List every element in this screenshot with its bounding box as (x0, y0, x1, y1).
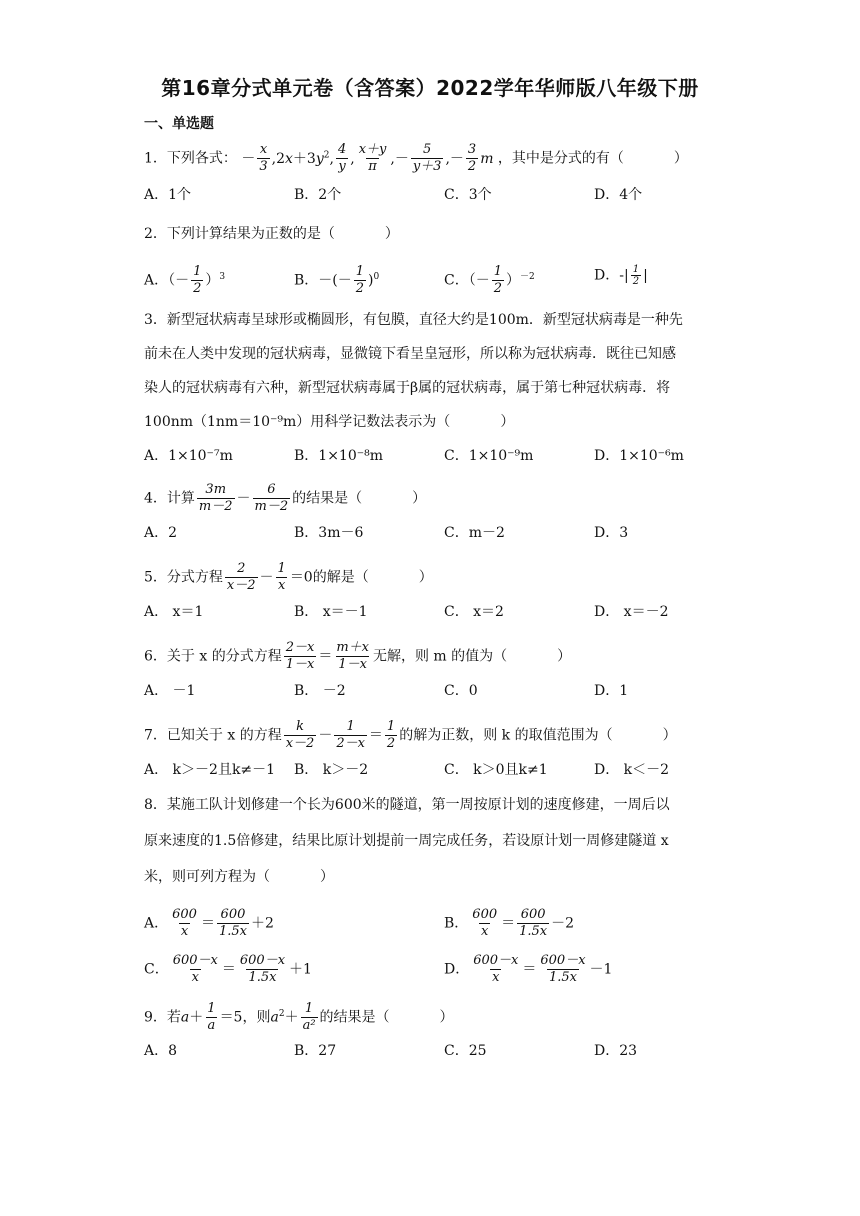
question-2: 2．下列计算结果为正数的是（ ） (144, 226, 399, 242)
q9-option-b[interactable]: B．27 (294, 1043, 337, 1059)
question-8-line-1: 8．某施工队计划修建一个长为600米的隧道，第一周按原计划的速度修建，一周后以 (144, 797, 670, 813)
section-heading: 一、单选题 (144, 116, 214, 132)
q2-option-d[interactable]: D．-| $\frac{1}{2}$ | (594, 264, 648, 287)
page-title: 第16章分式单元卷（含答案）2022学年华师版八年级下册 (161, 76, 699, 100)
q7-option-c[interactable]: C． k＞0且k≠1 (444, 762, 548, 778)
question-8-line-2: 原来速度的1.5倍修建，结果比原计划提前一周完成任务，若设原计划一周修建隧道 x (144, 833, 669, 849)
q9-option-c[interactable]: C．25 (444, 1043, 487, 1059)
q2-option-b[interactable]: B．－(－ $\frac{1}{2}$ )$^0$ (294, 264, 380, 296)
question-3-line-2: 前未在人类中发现的冠状病毒，显微镜下看呈皇冠形，所以称为冠状病毒．既往已知感 (144, 346, 676, 362)
expression-list: － $\frac{x}{3}$ $,2x+3y^2$, $\frac{4}{y}$ , $\frac{x+y}{\pi}$ ,－ $\frac{5}{y+3}$ ,－ $\frac{3}{2}$ m (241, 142, 494, 174)
q4-option-a[interactable]: A．2 (144, 525, 178, 541)
q5-option-b[interactable]: B． x＝－1 (294, 604, 368, 620)
q8-option-c[interactable]: C． $\frac{600-x}{x}$ ＝ $\frac{600-x}{1.5x}$ ＋1 (144, 953, 312, 985)
q8-option-d[interactable]: D． $\frac{600-x}{x}$ ＝ $\frac{600-x}{1.5x}$ －1 (444, 953, 613, 985)
q9-option-a[interactable]: A．8 (144, 1043, 178, 1059)
q1-option-b[interactable]: B．2个 (294, 187, 342, 203)
q1-option-d[interactable]: D．4个 (594, 187, 643, 203)
q6-option-a[interactable]: A． －1 (144, 683, 196, 699)
question-3-line-3: 染人的冠状病毒有六种，新型冠状病毒属于β属的冠状病毒，属于第七种冠状病毒．将 (144, 380, 671, 396)
q6-option-d[interactable]: D．1 (594, 683, 629, 699)
q4-option-b[interactable]: B．3m－6 (294, 525, 364, 541)
question-9: 9．若a＋ $\frac{1}{a}$ ＝5，则$a^2+$ $\frac{1}{\text{a²}}$ 的结果是（ ） (144, 1001, 454, 1033)
q3-option-a[interactable]: A．1×10⁻⁷m (144, 448, 233, 464)
q5-option-a[interactable]: A． x＝1 (144, 604, 204, 620)
question-4: 4．计算 $\frac{3m}{m-2}$ － $\frac{6}{m-2}$ 的结果是（ ） (144, 482, 427, 514)
q9-option-d[interactable]: D．23 (594, 1043, 638, 1059)
q1-option-c[interactable]: C．3个 (444, 187, 492, 203)
q7-option-b[interactable]: B． k＞－2 (294, 762, 369, 778)
q6-option-b[interactable]: B． －2 (294, 683, 346, 699)
question-5: 5．分式方程 $\frac{2}{x-2}$ － $\frac{1}{x}$ ＝0的解是（ ） (144, 561, 433, 593)
q3-option-d[interactable]: D．1×10⁻⁶m (594, 448, 684, 464)
q8-option-b[interactable]: B． $\frac{600}{x}$ ＝ $\frac{600}{1.5x}$ －2 (444, 907, 575, 939)
question-3-line-1: 3．新型冠状病毒呈球形或椭圆形，有包膜，直径大约是100m．新型冠状病毒是一种先 (144, 312, 683, 328)
q1-option-a[interactable]: A．1个 (144, 187, 192, 203)
question-7: 7．已知关于 x 的方程 $\frac{k}{x-2}$ － $\frac{1}{2-x}$ ＝ $\frac{1}{2}$ 的解为正数，则 k 的取值范围为（ ） (144, 719, 677, 751)
question-6: 6．关于 x 的分式方程 $\frac{2-x}{1-x}$ ＝ $\frac{m+x}{1-x}$ 无解，则 m 的值为（ ） (144, 640, 572, 672)
q2-option-a[interactable]: A．（－ $\frac{1}{2}$ ）$^3$ (144, 264, 226, 296)
q3-option-b[interactable]: B．1×10⁻⁸m (294, 448, 384, 464)
q5-option-c[interactable]: C． x＝2 (444, 604, 504, 620)
q4-option-c[interactable]: C．m－2 (444, 525, 505, 541)
question-1: 1．下列各式： － $\frac{x}{3}$ $,2x+3y^2$, $\frac{4}{y}$ , $\frac{x+y}{\pi}$ ,－ $\frac{5}{y+3}$ ,－ $\frac{3}{2}$ m ，其中是分式的有（ ） (144, 142, 688, 174)
q8-option-a[interactable]: A． $\frac{600}{x}$ ＝ $\frac{600}{1.5x}$ ＋2 (144, 907, 274, 939)
question-3-line-4: 100nm（1nm＝10⁻⁹m）用科学记数法表示为（ ） (144, 414, 515, 430)
question-8-line-3: 米，则可列方程为（ ） (144, 869, 334, 885)
q7-option-d[interactable]: D． k＜－2 (594, 762, 670, 778)
q3-option-c[interactable]: C．1×10⁻⁹m (444, 448, 534, 464)
q7-option-a[interactable]: A． k＞－2且k≠－1 (144, 762, 276, 778)
q5-option-d[interactable]: D． x＝－2 (594, 604, 669, 620)
q6-option-c[interactable]: C．0 (444, 683, 478, 699)
q2-option-c[interactable]: C．（－ $\frac{1}{2}$ ）$^{-2}$ (444, 264, 535, 296)
q4-option-d[interactable]: D．3 (594, 525, 629, 541)
